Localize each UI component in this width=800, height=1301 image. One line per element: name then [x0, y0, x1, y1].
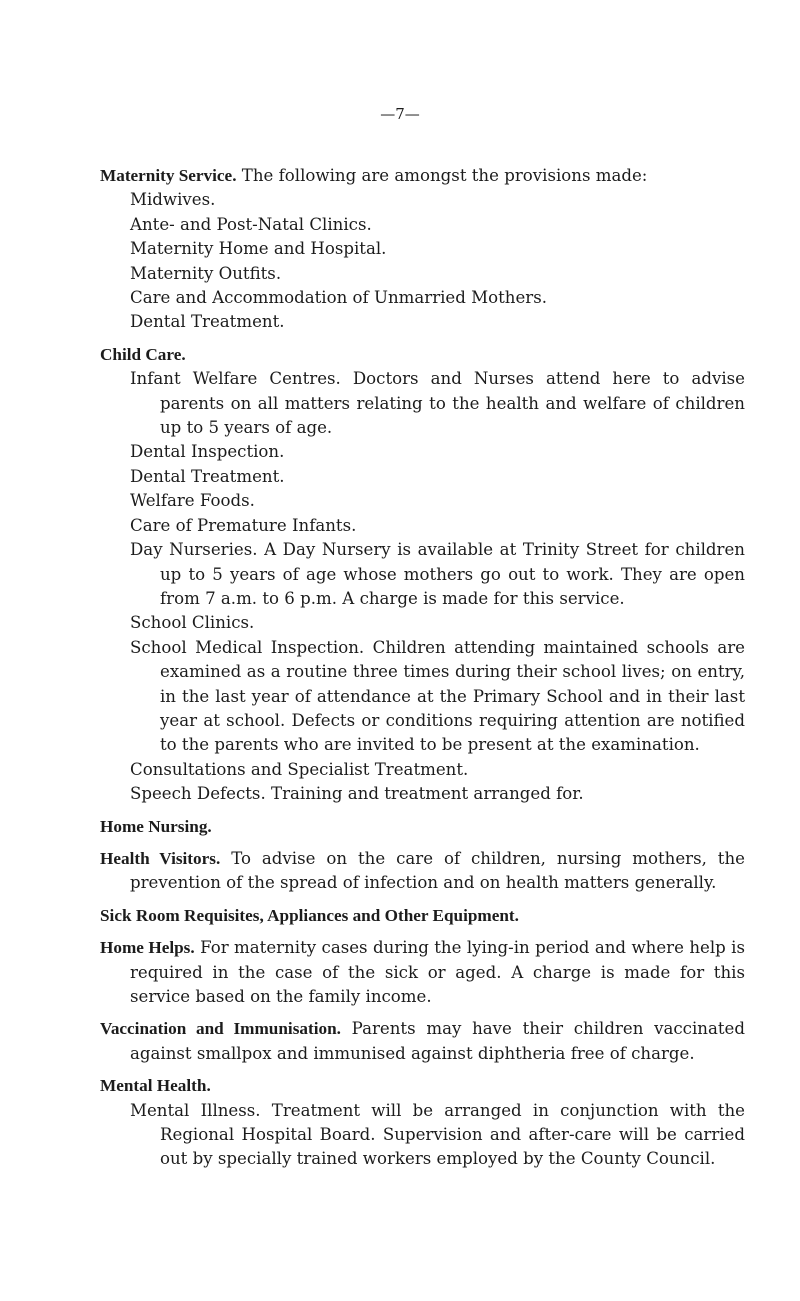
health-visitors-heading: Health Visitors.	[100, 848, 221, 868]
maternity-intro-paragraph	[100, 164, 745, 188]
maternity-item: Midwives.	[130, 190, 216, 210]
vaccination-heading: Vaccination and Immunisation.	[100, 1019, 341, 1039]
maternity-item: Maternity Outfits.	[130, 263, 282, 283]
section-sick-room	[100, 904, 745, 928]
child-care-item: Care of Premature Infants.	[130, 515, 357, 535]
child-care-heading: Child Care.	[100, 344, 186, 364]
home-helps-text: For maternity cases during the lying-in period and where help is required in the case of the sick or aged. A charge is made for this service based on the family income.	[130, 938, 745, 1006]
child-care-item: Infant Welfare Centres. Doctors and Nurses attend here to advise parents on all matters relating to the health and welfare of children up to 5 years of age.	[130, 369, 745, 438]
vaccination-paragraph	[100, 1017, 745, 1066]
child-care-item: Consultations and Specialist Treatment.	[130, 759, 469, 779]
section-home-nursing	[100, 815, 745, 839]
document-body	[100, 164, 745, 1180]
child-care-item: Day Nurseries. A Day Nursery is available at Trinity Street for children up to 5 years of age whose mothers go out to work. They are open from 7 a.m. to 6 p.m. A charge is made for this service.	[130, 540, 745, 608]
vaccination-text: Parents may have their children vaccinated against smallpox and immunised against diphtheria free of charge.	[130, 1019, 745, 1063]
child-care-item: Welfare Foods.	[130, 491, 255, 511]
home-nursing-heading: Home Nursing.	[100, 816, 212, 836]
home-helps-heading: Home Helps.	[100, 938, 195, 958]
child-care-item: Dental Inspection.	[130, 442, 285, 462]
child-care-item: School Clinics.	[130, 613, 255, 633]
maternity-item: Care and Accommodation of Unmarried Mothers.	[130, 288, 548, 308]
section-health-visitors	[100, 847, 745, 896]
section-mental-health	[100, 1074, 745, 1172]
child-care-item: Speech Defects. Training and treatment arranged for.	[130, 784, 584, 804]
maternity-intro: The following are amongst the provisions made:	[241, 166, 648, 185]
section-child-care	[100, 343, 745, 807]
mental-health-heading: Mental Health.	[100, 1076, 211, 1096]
page-number: —7—	[380, 105, 420, 123]
mental-health-item: Mental Illness. Treatment will be arranged in conjunction with the Regional Hospital Board. Supervision and after-care will be carried out by specially trained workers employed by the County Council.	[130, 1100, 745, 1169]
child-care-item: Dental Treatment.	[130, 466, 285, 486]
section-vaccination	[100, 1017, 745, 1066]
home-helps-paragraph	[100, 936, 745, 1009]
child-care-item: School Medical Inspection. Children attending maintained schools are examined as a routine three times during their school lives; on entry, in the last year of attendance at the Primary School and in their last year at school. Defects or conditions requiring attention are notified to the parents who are invited to be present at the examination.	[130, 637, 745, 755]
health-visitors-text: To advise on the care of children, nursing mothers, the prevention of the spread of infection and on health matters generally.	[130, 848, 745, 893]
maternity-item: Ante- and Post-Natal Clinics.	[130, 214, 372, 234]
maternity-item: Dental Treatment.	[130, 312, 285, 332]
maternity-item: Maternity Home and Hospital.	[130, 239, 387, 259]
section-maternity-service	[100, 164, 745, 335]
section-home-helps	[100, 936, 745, 1009]
sick-room-heading: Sick Room Requisites, Appliances and Other Equipment.	[100, 905, 519, 925]
maternity-heading: Maternity Service.	[100, 166, 237, 185]
health-visitors-paragraph	[100, 847, 745, 896]
